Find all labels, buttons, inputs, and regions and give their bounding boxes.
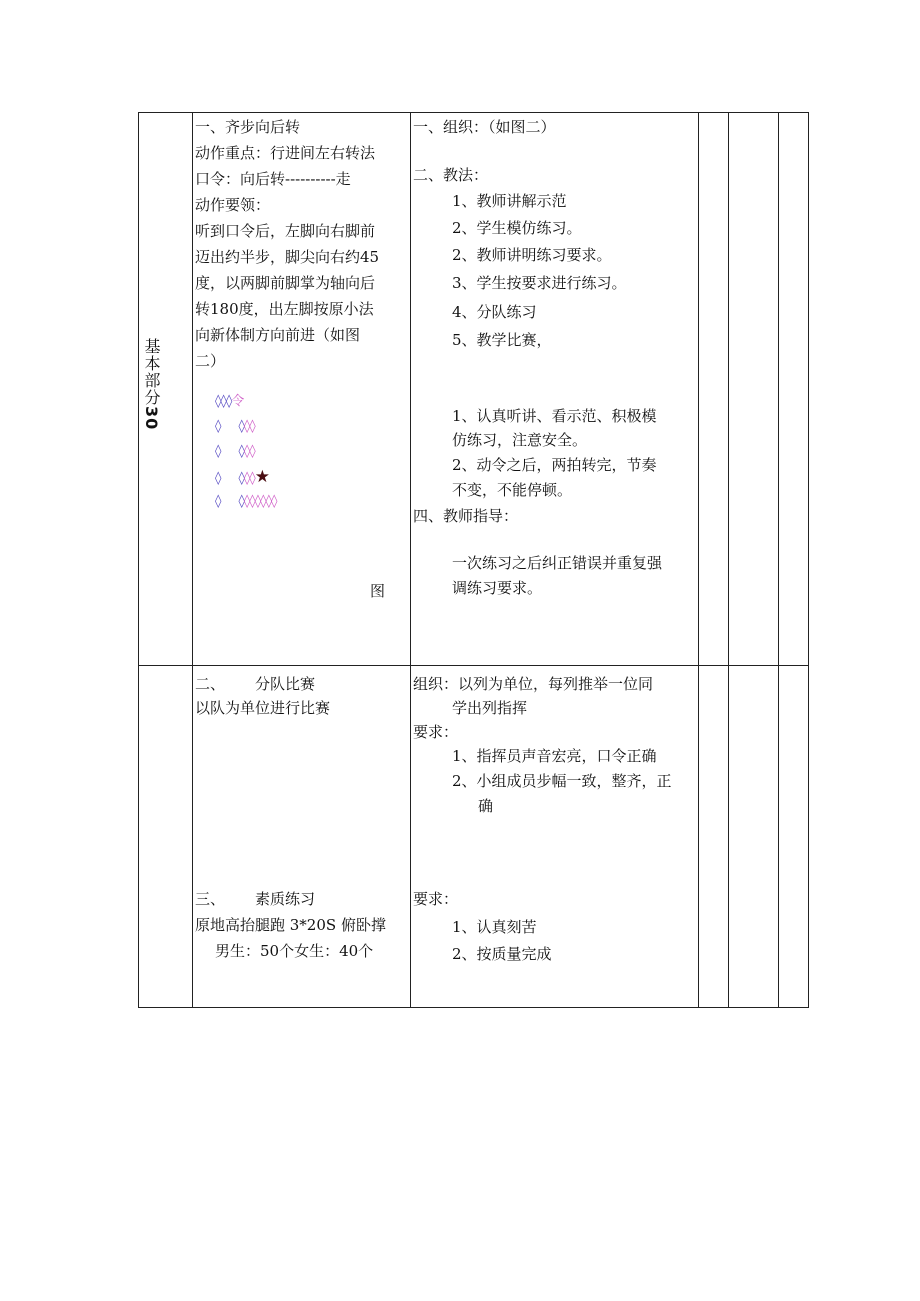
student-item: 2、动令之后，两拍转完，节奏 (452, 456, 657, 474)
diamond-icon: ◊ (238, 419, 244, 434)
row2-line: 以队为单位进行比赛 (195, 699, 331, 717)
teach-item: 1、教师讲解示范 (452, 192, 567, 210)
teach-item: 4、分队练习 (452, 303, 537, 321)
table-col-border (778, 112, 779, 1008)
section-label-text: 基本部分 (142, 338, 161, 406)
row1-essentials-line: 度，以两脚前脚掌为轴向后 (195, 274, 376, 292)
table-top-border (138, 112, 809, 113)
table-row-divider (138, 665, 809, 666)
figure-label: 图 (370, 582, 386, 600)
row3-title (195, 886, 315, 912)
diamond-icon: ◊ (215, 471, 221, 486)
table-bottom-border (138, 1007, 809, 1008)
table-col-border (138, 112, 139, 1008)
row3-line: 原地高抬腿跑 3*20S 俯卧撑 (195, 916, 386, 934)
org-heading: 一、组织：（如图二） (413, 118, 556, 136)
table-col-border (192, 112, 193, 1008)
section-label (141, 338, 163, 430)
teach-item: 2、学生模仿练习。 (452, 219, 582, 237)
req-item: 2、小组成员步幅一致，整齐，正 (452, 772, 672, 790)
req-item: 1、指挥员声音宏亮，口令正确 (452, 747, 657, 765)
row1-command: 口令：向后转----------走 (195, 170, 351, 188)
diamond-icon: ◊ (215, 419, 221, 434)
diamond-icon: ◊◊ (243, 444, 255, 459)
diamond-icon: ◊◊ (243, 419, 255, 434)
diamond-icon: ◊ (215, 444, 221, 459)
diagram-row (215, 443, 255, 461)
guide-heading: 四、教师指导： (413, 507, 519, 525)
teach-item: 5、教学比赛， (452, 331, 552, 349)
diamond-icon: ◊ (238, 471, 244, 486)
teach-item: 2、教师讲明练习要求。 (452, 246, 612, 264)
row1-essentials-line: 听到口令后，左脚向右脚前 (195, 222, 376, 240)
org-line: 组织：以列为单位，每列推举一位同 (413, 675, 654, 693)
row2-title (195, 671, 315, 697)
teach-heading: 二、教法： (413, 166, 489, 184)
req-item: 确 (478, 797, 494, 815)
diamond-icon: ◊◊ (243, 471, 255, 486)
req2-item: 1、认真刻苦 (452, 918, 537, 936)
row1-essentials-line: 转180度，出左脚按原小法 (195, 300, 374, 318)
diagram-row (215, 493, 276, 511)
section-time: 30 (142, 406, 161, 431)
guide-line: 一次练习之后纠正错误并重复强 (452, 554, 663, 572)
diamond-icon: ◊◊◊ (215, 394, 232, 409)
leader-label: 令 (231, 394, 244, 409)
diamond-icon: ◊ (215, 494, 221, 509)
row2-title-text: 分队比赛 (255, 675, 316, 693)
guide-line: 调练习要求。 (452, 579, 543, 597)
table-col-border (698, 112, 699, 1008)
diamond-icon: ◊ (238, 444, 244, 459)
row1-essentials-line: 二） (195, 352, 226, 370)
diagram-row (215, 468, 269, 488)
student-item: 不变，不能停顿。 (452, 481, 573, 499)
diagram-row (215, 393, 243, 411)
row1-essentials-line: 迈出约半步，脚尖向右约45 (195, 248, 380, 266)
row3-line: 男生：50个女生：40个 (215, 942, 374, 960)
teach-item: 3、学生按要求进行练习。 (452, 274, 627, 292)
student-item: 1、认真听讲、看示范、积极模 (452, 407, 657, 425)
student-item: 仿练习，注意安全。 (452, 431, 588, 449)
req-heading: 要求： (413, 723, 459, 741)
table-col-border (410, 112, 411, 1008)
diagram-row (215, 418, 255, 436)
req2-item: 2、按质量完成 (452, 945, 552, 963)
row2-title-num: 二、 (195, 675, 226, 693)
table-col-border (808, 112, 809, 1008)
row1-essentials-label: 动作要领： (195, 196, 271, 214)
diamond-icon: ◊ (238, 494, 244, 509)
row1-focus: 动作重点：行进间左右转法 (195, 144, 376, 162)
row3-title-num: 三、 (195, 890, 226, 908)
org-line: 学出列指挥 (452, 699, 528, 717)
row3-title-text: 素质练习 (255, 890, 316, 908)
row1-title: 一、齐步向后转 (195, 118, 301, 136)
diamond-icon: ◊◊◊◊◊◊ (243, 494, 277, 509)
row1-essentials-line: 向新体制方向前进（如图 (195, 326, 361, 344)
req2-heading: 要求： (413, 890, 459, 908)
table-col-border (728, 112, 729, 1008)
star-icon: ★ (254, 467, 269, 487)
